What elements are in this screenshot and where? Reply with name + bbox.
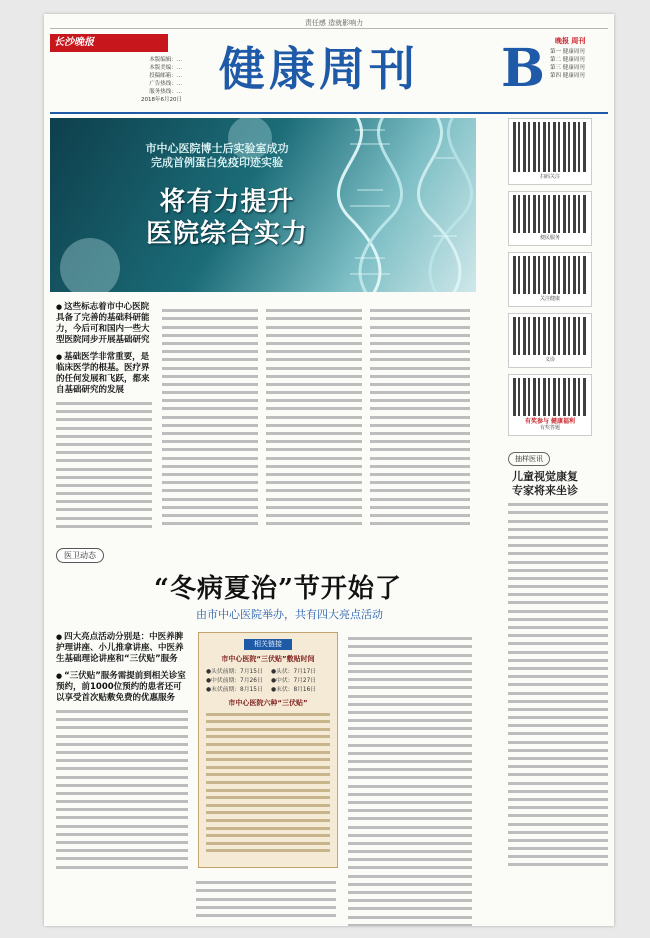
info-box-dates: ●头伏前期：7月15日 ●头伏：7月17日 ●中伏前期：7月26日 ●中伏：7月27日 ●末伏前期：8月15日 ●末伏：8月16日 bbox=[206, 669, 317, 693]
story2-bullet-1: ● 四大亮点活动分别是：中医养脾护理讲座、小儿推拿讲座、中医养生基础理论讲座和“三伏贴”服务 bbox=[56, 632, 188, 665]
masthead-rule bbox=[50, 112, 608, 114]
story2-title: “冬病夏治”节开始了 bbox=[154, 574, 402, 604]
info-box-heading-2: 市中心医院六种“三伏贴” bbox=[228, 699, 308, 707]
qr-ad-2[interactable]: 便民服务 bbox=[508, 191, 592, 246]
info-box-tag: 相关链接 bbox=[244, 639, 292, 650]
qr-ad-4[interactable]: 义诊 bbox=[508, 313, 592, 368]
top-slogan: 责任感 造就影响力 bbox=[304, 19, 364, 27]
dept-tag: 医卫动态 bbox=[56, 548, 104, 563]
story2-column-1 bbox=[56, 632, 188, 874]
section-index: 第一 健康周刊 第二 健康周刊 第三 健康周刊 第四 健康周刊 bbox=[550, 49, 585, 79]
sidebar-title: 儿童视觉康复 专家将来坐诊 bbox=[512, 470, 578, 497]
qr-code-icon bbox=[513, 378, 587, 416]
story2-bullet-2: ● “三伏贴”服务需提前到相关诊室预约，前1000位预约的患者还可以享受首次贴敷免费的优惠服务 bbox=[56, 671, 188, 704]
qr-code-icon bbox=[513, 256, 587, 294]
hero-image bbox=[50, 118, 476, 292]
info-box-body bbox=[206, 713, 330, 853]
story2-body-text bbox=[56, 710, 188, 869]
qr-ad-3[interactable]: 关注健康 bbox=[508, 252, 592, 307]
qr-ad-1[interactable]: 扫码关注 bbox=[508, 118, 592, 185]
lead-bullet-1: ● 这些标志着市中心医院具备了完善的基础科研能力，今后可和国内一些大型医院同步开展基础研究 bbox=[56, 302, 152, 346]
story2-column-4 bbox=[348, 632, 472, 926]
lead-column-4 bbox=[370, 304, 470, 530]
top-rule bbox=[50, 28, 608, 29]
info-box-heading-1: 市中心医院“三伏贴”敷贴时间 bbox=[221, 655, 315, 663]
section-letter: B bbox=[501, 38, 545, 99]
lead-column-3 bbox=[266, 304, 362, 530]
masthead-meta: 本版编辑：... 本版美编：... 投稿邮箱：... 广告热线：... 服务热线：... 2018年6月20日 bbox=[141, 57, 182, 103]
lead-bullet-2: ● 基础医学非常重要，是临床医学的根基。医疗界的任何发展和飞跃，都来自基础研究的发展 bbox=[56, 352, 152, 396]
paper-mini-logo: 晚报 周刊 bbox=[555, 37, 586, 45]
qr-code-icon bbox=[513, 195, 587, 233]
qr-code-icon bbox=[513, 122, 587, 172]
story2-column-3 bbox=[196, 876, 336, 922]
paper-logo: 长沙晚报 bbox=[50, 34, 168, 52]
right-sidebar bbox=[484, 118, 610, 872]
sidebar-article-body bbox=[508, 503, 608, 866]
newspaper-page bbox=[44, 14, 614, 926]
info-box bbox=[198, 632, 338, 868]
lead-column-1 bbox=[56, 302, 152, 533]
story2-subtitle: 由市中心医院举办，共有四大亮点活动 bbox=[196, 608, 383, 621]
lead-column-2 bbox=[162, 304, 258, 530]
qr-ad-5[interactable]: 有奖参与 健康福利 有奖答题 bbox=[508, 374, 592, 436]
hero-headline: 将有力提升 医院综合实力 bbox=[145, 187, 308, 249]
section-title: 健康周刊 bbox=[219, 42, 419, 96]
qr-code-icon bbox=[513, 317, 587, 355]
sidebar-tag: 抽样医讯 bbox=[508, 452, 550, 466]
hero-kicker: 市中心医院博士后实验室成功 完成首例蛋白免疫印迹实验 bbox=[145, 142, 289, 169]
lead-body-text bbox=[56, 402, 152, 528]
